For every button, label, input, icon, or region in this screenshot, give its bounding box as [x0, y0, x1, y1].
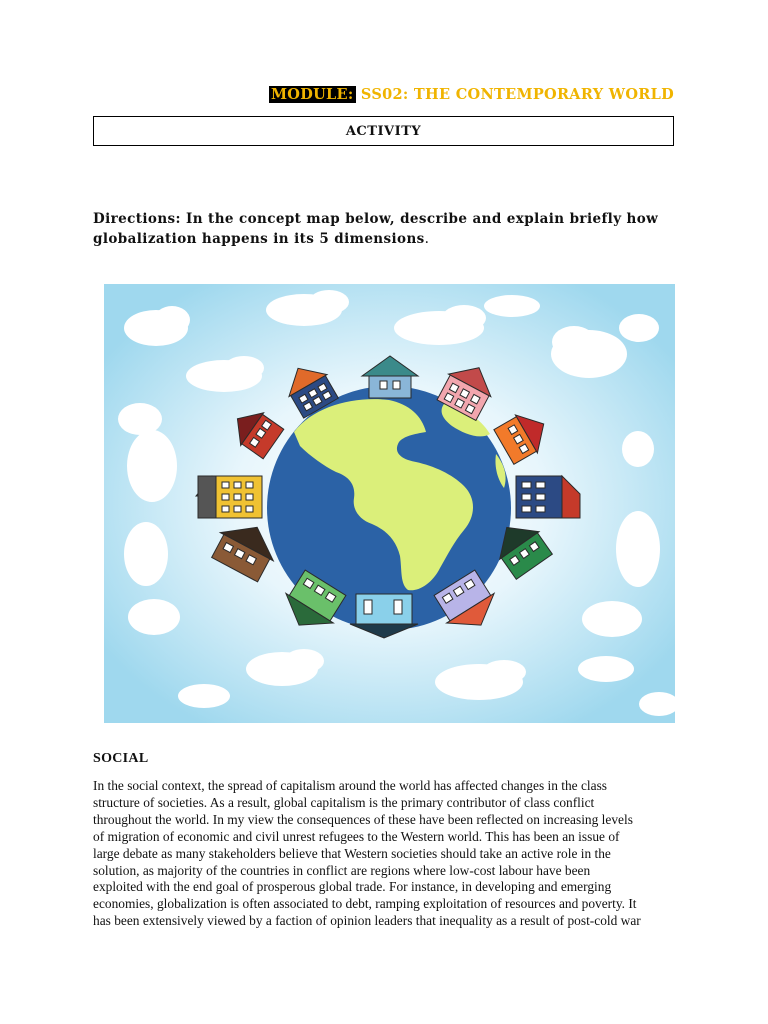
- paragraph-line: of migration of economic and civil unrest refugees to the Western world. This has been an issue of: [93, 828, 620, 844]
- activity-title-box: [93, 116, 674, 146]
- paragraph-line: In the social context, the spread of capitalism around the world has affected changes in the class: [93, 778, 607, 793]
- directions-period: .: [424, 231, 430, 247]
- paragraph-line: exploited with the end goal of prosperous global trade. For instance, in developing and emerging: [93, 879, 612, 895]
- paragraph-line: solution, as majority of the countries in conflict are regions where low-cost labour have been: [93, 862, 591, 878]
- module-label: MODULE:: [270, 86, 354, 103]
- directions-text: [93, 209, 683, 249]
- paragraph-line: economies, globalization is often associated to debt, ramping exploitation of resources and poverty. It: [93, 896, 637, 912]
- module-header: [269, 86, 674, 103]
- directions-line-2: globalization happens in its 5 dimensions: [93, 231, 425, 247]
- activity-title: ACTIVITY: [345, 123, 422, 139]
- paragraph-line: has been extensively viewed by a faction of opinion leaders that inequality as a result of post-cold war: [93, 913, 641, 929]
- paragraph-line: structure of societies. As a result, global capitalism is the primary contributor of class conflict: [93, 794, 595, 810]
- globe-houses-image: [104, 284, 675, 723]
- paragraph-line: large debate as many stakeholders believe that Western societies should take an active role in the: [93, 845, 611, 861]
- module-title: SS02: THE CONTEMPORARY WORLD: [360, 86, 674, 103]
- section-heading-social: SOCIAL: [93, 751, 149, 766]
- globe-illustration: [104, 284, 675, 723]
- paragraph-line: throughout the world. In my view the consequences of these have been reflected on increasing levels: [93, 811, 633, 827]
- directions-line-1: Directions: In the concept map below, describe and explain briefly how: [93, 211, 659, 227]
- social-paragraph: [93, 778, 677, 930]
